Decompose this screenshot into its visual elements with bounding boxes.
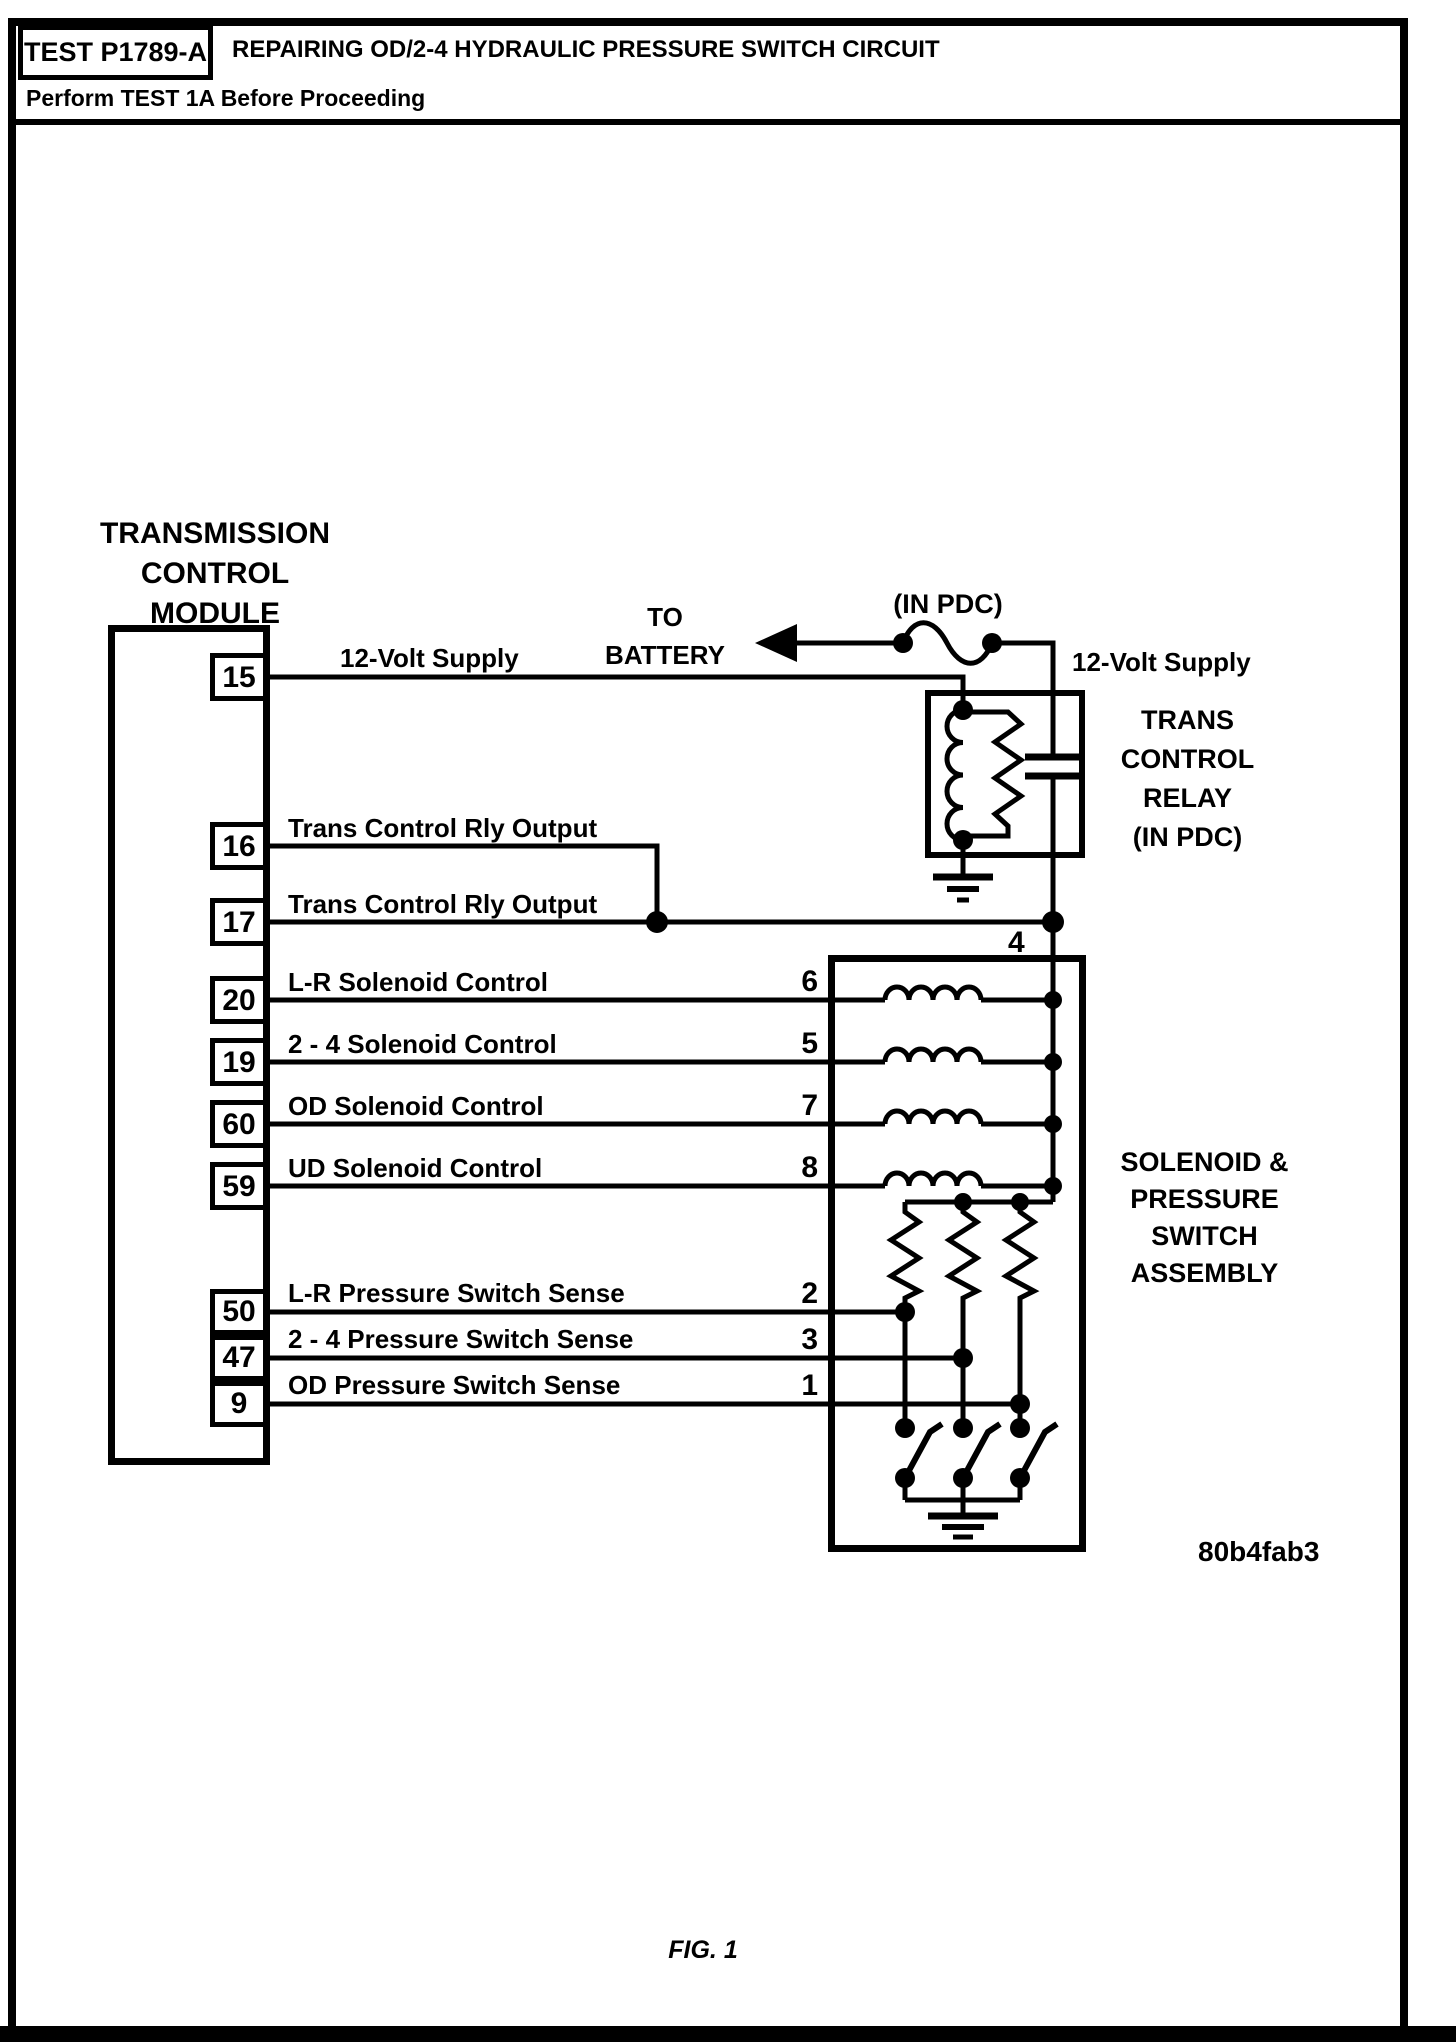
relay-name (1090, 701, 1285, 857)
pin-number-16: 16 (222, 830, 256, 863)
tcm-name-line: MODULE (150, 597, 280, 630)
wire-label-ud-solenoid: UD Solenoid Control (288, 1153, 543, 1183)
assembly-name-line: SWITCH (1151, 1221, 1258, 1251)
relay-resistor-icon (963, 712, 1021, 836)
wire-label-lr-sense: L-R Pressure Switch Sense (288, 1278, 625, 1308)
relay-coil-icon (947, 710, 963, 840)
wire-label-od-sense: OD Pressure Switch Sense (288, 1370, 621, 1400)
conn-number-2: 2 (801, 1277, 818, 1310)
assembly-ground-icon (928, 1516, 998, 1537)
figure-caption: FIG. 1 (668, 1936, 738, 1964)
pin-number-59: 59 (222, 1170, 256, 1203)
conn-number-8: 8 (801, 1151, 818, 1184)
battery-arrow-icon (755, 624, 797, 662)
relay-contacts-icon (1025, 757, 1081, 776)
fuse-icon (903, 623, 992, 664)
plate-code: 80b4fab3 (1198, 1536, 1320, 1567)
assembly-name-line: ASSEMBLY (1130, 1258, 1279, 1288)
tcm-name-line: CONTROL (140, 557, 290, 590)
test-id-box (18, 25, 213, 80)
to-battery-line: BATTERY (605, 640, 725, 670)
tcm-name (90, 514, 340, 634)
to-battery-label (585, 598, 745, 674)
wire-label-12v-supply: 12-Volt Supply (340, 643, 519, 673)
pin-number-60: 60 (222, 1108, 256, 1141)
conn-number-1: 1 (801, 1369, 818, 1402)
pin-number-50: 50 (222, 1295, 256, 1328)
page-title: REPAIRING OD/2-4 HYDRAULIC PRESSURE SWITCH CIRCUIT (232, 36, 940, 63)
pin-number-19: 19 (222, 1046, 256, 1079)
test-id-label: TEST P1789-A (23, 37, 208, 67)
wire-label-rly-output-2: Trans Control Rly Output (288, 889, 598, 919)
assembly-name-line: SOLENOID & (1120, 1147, 1289, 1177)
relay-name-line: TRANS (1141, 705, 1234, 735)
pin-number-20: 20 (222, 984, 256, 1017)
conn-number-6: 6 (801, 965, 818, 998)
assembly-box (832, 959, 1083, 1549)
wire-label-24-sense: 2 - 4 Pressure Switch Sense (288, 1324, 634, 1354)
wire-label-od-solenoid: OD Solenoid Control (288, 1091, 544, 1121)
conn-number-3: 3 (801, 1323, 818, 1356)
assembly-name-line: PRESSURE (1130, 1184, 1279, 1214)
fuse-location-label: (IN PDC) (893, 589, 1003, 619)
pin-number-15: 15 (222, 661, 256, 694)
pin-number-9: 9 (230, 1387, 248, 1420)
wire-label-lr-solenoid: L-R Solenoid Control (288, 967, 548, 997)
relay-name-line: CONTROL (1120, 744, 1255, 774)
pin-number-17: 17 (222, 906, 256, 939)
supply-label-right: 12-Volt Supply (1072, 647, 1251, 677)
assembly-name (1092, 1144, 1317, 1292)
relay-name-line: RELAY (1142, 783, 1233, 813)
to-battery-line: TO (647, 602, 683, 632)
pressure-switch-icons (905, 1424, 1057, 1478)
wire-label-rly-output-1: Trans Control Rly Output (288, 813, 598, 843)
solenoid-coil-icons (885, 987, 981, 1186)
conn-number-5: 5 (801, 1027, 818, 1060)
pin-number-47: 47 (222, 1341, 256, 1374)
relay-pin4-number: 4 (1008, 926, 1025, 959)
page-subtitle: Perform TEST 1A Before Proceeding (26, 85, 426, 111)
relay-name-line: (IN PDC) (1132, 822, 1243, 852)
wire-label-24-solenoid: 2 - 4 Solenoid Control (288, 1029, 557, 1059)
tcm-name-line: TRANSMISSION (99, 517, 330, 550)
conn-number-7: 7 (801, 1089, 818, 1122)
